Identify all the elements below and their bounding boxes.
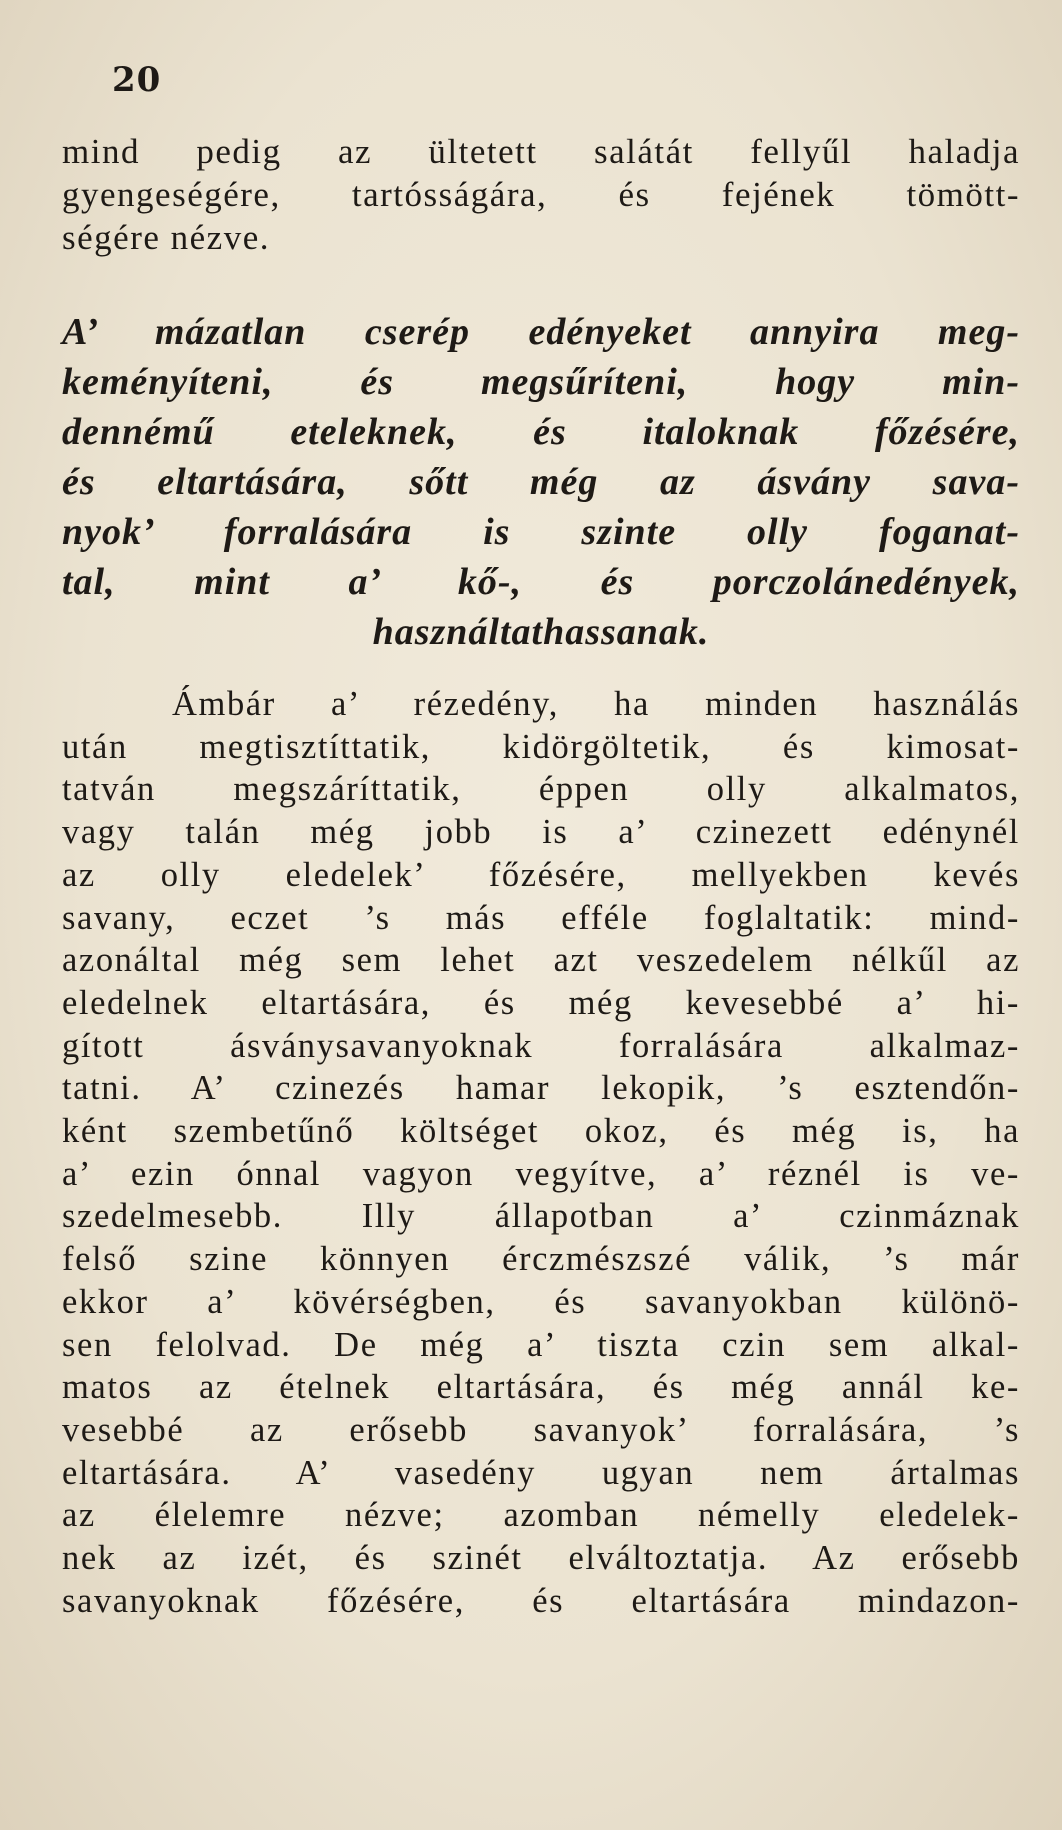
page-number: 20 <box>112 60 162 100</box>
text-line: gított ásványsavanyoknak forralására alkalmaz- <box>62 1026 1020 1065</box>
text-line: tal, mint a’ kő-, és porczolánedények, <box>62 561 1020 603</box>
text-line: savany, eczet ’s más efféle foglaltatik: mind- <box>62 898 1020 937</box>
text-line: Ámbár a’ rézedény, ha minden használás <box>172 685 1020 723</box>
text-line: savanyoknak főzésére, és eltartására mindazon- <box>62 1581 1020 1620</box>
text-line: tatni. A’ czinezés hamar lekopik, ’s esztendőn- <box>62 1069 1020 1108</box>
text-line: vagy talán még jobb is a’ czinezett edénynél <box>62 813 1020 852</box>
text-line: és eltartására, sőtt még az ásvány sava- <box>62 461 1020 503</box>
text-line: vesebbé az erősebb savanyok’ forralására, ’s <box>62 1410 1020 1449</box>
text-line: a’ ezin ónnal vagyon vegyítve, a’ réznél is ve- <box>62 1154 1020 1193</box>
paragraph-1 <box>62 130 1020 259</box>
text-line: az olly eledelek’ főzésére, mellyekben kevés <box>62 855 1020 894</box>
text-line: mind pedig az ültetett salátát fellyűl haladja <box>62 132 1020 171</box>
text-line: tatván megszáríttatik, éppen olly alkalmatos, <box>62 770 1020 809</box>
text-line: eledelnek eltartására, és még kevesebbé a’ hi- <box>62 983 1020 1022</box>
paragraph-3 <box>62 683 1020 1622</box>
text-line: A’ mázatlan cserép edényeket annyira meg- <box>62 311 1020 353</box>
text-line: ekkor a’ kövérségben, és savanyokban különö- <box>62 1282 1020 1321</box>
text-line: ségére nézve. <box>62 218 270 257</box>
text-line: nyok’ forralására is szinte olly foganat- <box>62 511 1020 553</box>
text-line: gyengeségére, tartósságára, és fejének tömött- <box>62 175 1020 214</box>
text-line: azonáltal még sem lehet azt veszedelem nélkűl az <box>62 941 1020 980</box>
text-line: sen felolvad. De még a’ tiszta czin sem alkal- <box>62 1325 1020 1364</box>
text-line: használtathassanak. <box>372 611 710 653</box>
paragraph-2-italic <box>62 307 1020 657</box>
text-line: felső szine könnyen érczmészszé válik, ’s már <box>62 1240 1020 1279</box>
text-line: szedelmesebb. Illy állapotban a’ czinmáznak <box>62 1197 1020 1236</box>
text-line: az élelemre nézve; azomban némelly eledelek- <box>62 1496 1020 1535</box>
text-line: dennémű eteleknek, és italoknak főzésére, <box>62 411 1020 453</box>
text-line: eltartására. A’ vasedény ugyan nem ártalmas <box>62 1453 1020 1492</box>
text-line: matos az ételnek eltartására, és még annál ke- <box>62 1368 1020 1407</box>
text-line: után megtisztíttatik, kidörgöltetik, és kimosat- <box>62 727 1020 766</box>
text-line: nek az izét, és szinét elváltoztatja. Az erősebb <box>62 1539 1020 1578</box>
text-line: keményíteni, és megsűríteni, hogy min- <box>62 361 1020 403</box>
text-line: ként szembetűnő költséget okoz, és még is, ha <box>62 1112 1020 1151</box>
